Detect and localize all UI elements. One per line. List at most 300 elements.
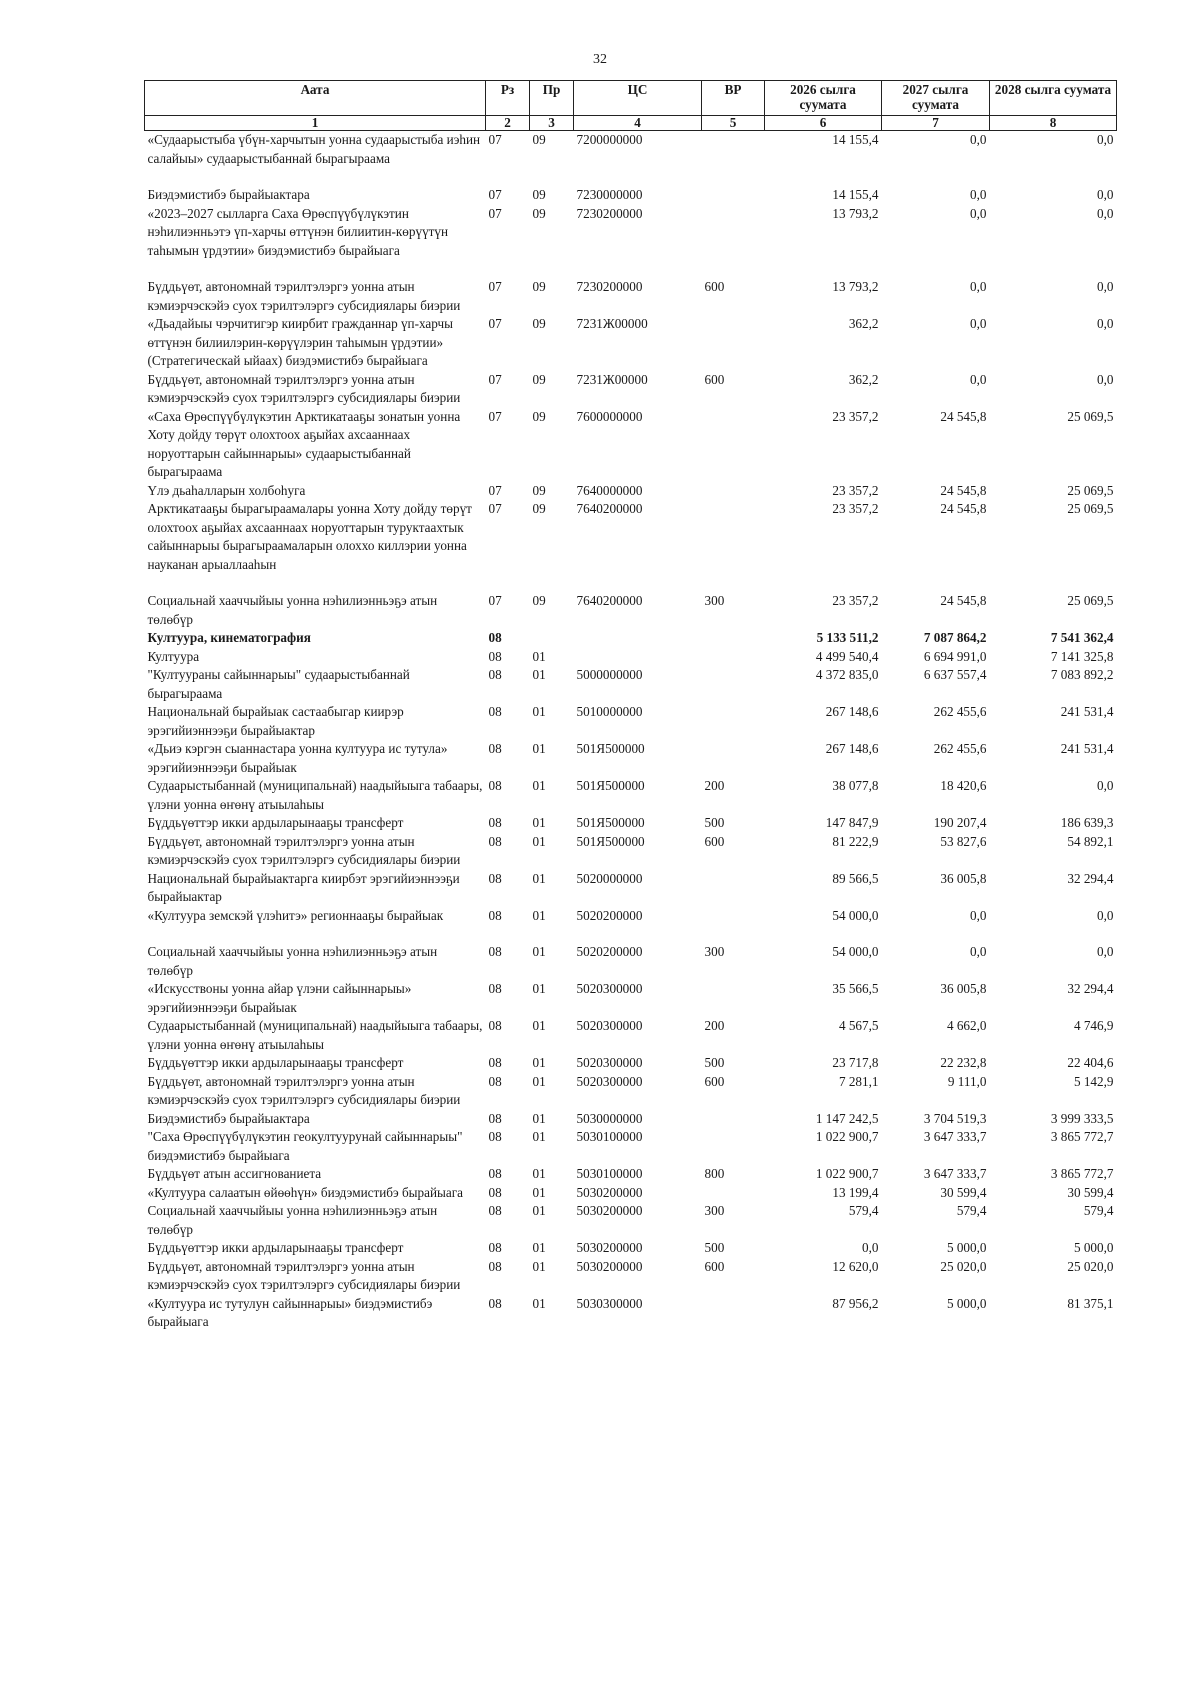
row-cs: 5010000000: [576, 704, 643, 719]
row-pr: 01: [532, 1166, 546, 1181]
row-vr: 600: [704, 833, 725, 849]
row-pr: 01: [532, 944, 546, 959]
row-rz: 08: [488, 1240, 502, 1255]
row-2026-amount: 1 147 242,5: [815, 1110, 879, 1126]
table-row: [145, 1073, 1117, 1110]
row-vr: 800: [704, 1166, 725, 1181]
table-row: [145, 1295, 1117, 1332]
table-row: [145, 740, 1117, 777]
header-aata: Аата: [145, 81, 486, 116]
row-cs: 7230200000: [576, 279, 643, 294]
row-2027-amount: 36 005,8: [940, 870, 987, 886]
row-name: «Култуура салаатын өйөөһүн» биэдэмистибэ бырайыага: [147, 1184, 464, 1200]
col-number: 5: [702, 116, 765, 131]
row-rz: 08: [488, 870, 502, 886]
row-2028-amount: 0,0: [1097, 132, 1114, 147]
header-row: [145, 81, 1117, 116]
row-cs: 5020200000: [576, 907, 643, 923]
row-2027-amount: 24 545,8: [940, 482, 987, 498]
row-name: Култуура: [147, 648, 200, 664]
row-vr: [702, 205, 765, 279]
row-2027-amount: 0,0: [970, 187, 987, 202]
row-2028-amount: 30 599,4: [1067, 1184, 1114, 1200]
row-cs: 7640200000: [576, 593, 643, 608]
row-2026-amount: 54 000,0: [832, 944, 879, 959]
row-name: «Искусствоны уонна айар үлэни сайыннарыы» эрэгийиэннээҕи бырайыак: [147, 981, 412, 1015]
row-pr: 01: [532, 1073, 546, 1089]
row-2028-amount: 5 142,9: [1073, 1073, 1114, 1089]
row-pr: 09: [532, 279, 546, 294]
row-rz: 08: [488, 1129, 502, 1144]
row-cs: 5020000000: [576, 870, 643, 886]
row-2026-amount: 23 357,2: [832, 482, 879, 498]
row-cs: 5030200000: [576, 1258, 643, 1274]
row-name: «Дьадайыы чэрчитигэр киирбит гражданнар үп-харчы өттүнэн билиилэрин-көрүүлэрин таһымын үрдэтии» (Стратегическай ыйаах) биэдэмистибэ бырайыага: [147, 316, 454, 368]
table-row: [145, 1054, 1117, 1073]
row-2028-amount: 25 069,5: [1067, 482, 1114, 498]
table-row: [145, 980, 1117, 1017]
row-2028-amount: 32 294,4: [1067, 870, 1114, 886]
row-name: Бүддьүөт, автономнай тэрилтэлэргэ уонна атын кэмиэрчэскэйэ суох тэрилтэлэргэ субсидиялары биэрии: [147, 833, 461, 867]
col-number: 4: [574, 116, 702, 131]
row-vr: 200: [704, 1018, 725, 1033]
row-2026-amount: 23 357,2: [832, 408, 879, 424]
row-vr: [702, 186, 765, 205]
row-2027-amount: 0,0: [970, 205, 987, 221]
row-2027-amount: 0,0: [970, 371, 987, 387]
row-pr: 01: [532, 1203, 546, 1218]
row-2028-amount: 32 294,4: [1067, 981, 1114, 996]
row-cs: [574, 629, 702, 648]
row-2026-amount: 147 847,9: [825, 815, 879, 830]
table-row: [145, 278, 1117, 315]
row-rz: 07: [488, 593, 502, 608]
row-rz: 07: [488, 205, 502, 221]
row-cs: 501Я500000: [576, 833, 645, 849]
row-2027-amount: 25 020,0: [940, 1258, 987, 1274]
row-2026-amount: 579,4: [848, 1203, 879, 1218]
row-rz: 08: [488, 648, 502, 664]
row-2028-amount: 0,0: [1097, 279, 1114, 294]
row-vr: 300: [704, 593, 725, 608]
row-name: Бүддьүөт, автономнай тэрилтэлэргэ уонна атын кэмиэрчэскэйэ суох тэрилтэлэргэ субсидиялары биэрии: [147, 1073, 461, 1107]
table-row: [145, 629, 1117, 648]
row-vr: 500: [704, 1240, 725, 1255]
row-cs: 5030200000: [576, 1184, 643, 1200]
row-2026-amount: 267 148,6: [825, 741, 879, 756]
row-cs: 501Я500000: [576, 741, 645, 756]
table-row: [145, 1128, 1117, 1165]
row-rz: 08: [488, 741, 502, 756]
table-row: [145, 648, 1117, 667]
row-cs: 5030000000: [576, 1110, 643, 1126]
row-2027-amount: 190 207,4: [933, 815, 987, 830]
row-cs: 7640000000: [576, 482, 643, 498]
row-2027-amount: 36 005,8: [940, 981, 987, 996]
row-name: Бүддьүөт, автономнай тэрилтэлэргэ уонна атын кэмиэрчэскэйэ суох тэрилтэлэргэ субсидиялары биэрии: [147, 371, 461, 405]
row-cs: 501Я500000: [576, 778, 645, 793]
row-rz: 08: [488, 1055, 502, 1070]
col-number: 3: [530, 116, 574, 131]
row-pr: 09: [532, 371, 546, 387]
table-row: [145, 131, 1117, 187]
row-rz: 08: [488, 1258, 502, 1274]
row-2028-amount: 7 083 892,2: [1050, 667, 1114, 682]
row-2028-amount: 241 531,4: [1060, 704, 1114, 719]
row-2026-amount: 38 077,8: [832, 778, 879, 793]
row-2028-amount: 5 000,0: [1073, 1240, 1114, 1255]
row-name: Судаарыстыбаннай (муниципальнай) наадыйыыга табаары, үлэни уонна өҥөнү атыылаһыы: [147, 778, 483, 812]
row-2028-amount: 54 892,1: [1067, 833, 1114, 849]
row-2026-amount: 54 000,0: [832, 907, 879, 923]
row-name: Биэдэмистибэ бырайыактара: [147, 187, 310, 202]
row-2026-amount: 13 793,2: [832, 205, 879, 221]
row-cs: 501Я500000: [576, 815, 645, 830]
row-name: Бүддьүөт атын ассигнованиета: [147, 1166, 322, 1181]
row-vr: 300: [704, 1203, 725, 1218]
col-number: 1: [145, 116, 486, 131]
row-2028-amount: 579,4: [1083, 1203, 1114, 1218]
row-vr: [702, 629, 765, 648]
row-2026-amount: 362,2: [848, 316, 879, 331]
header-2026: 2026 сылга суумата: [765, 81, 882, 116]
row-2027-amount: 0,0: [970, 316, 987, 331]
row-rz: 07: [488, 371, 502, 387]
row-vr: [702, 870, 765, 907]
row-name: Судаарыстыбаннай (муниципальнай) наадыйыыга табаары, үлэни уонна өҥөнү атыылаһыы: [147, 1018, 483, 1052]
row-cs: 7230000000: [576, 187, 643, 202]
row-name: «2023–2027 сылларга Саха Өрөспүүбүлүкэтин нэһилиэнньэтэ үп-харчы өттүнэн билиитин-көрүүтүн таһымын үрдэтии» биэдэмистибэ бырайыага: [147, 205, 449, 258]
row-2027-amount: 0,0: [970, 907, 987, 923]
row-2026-amount: 267 148,6: [825, 704, 879, 719]
row-cs: 5030200000: [576, 1240, 643, 1255]
row-2027-amount: 5 000,0: [946, 1240, 987, 1255]
table-row: [145, 408, 1117, 482]
row-name: Бүддьүөттэр икки ардыларынааҕы трансферт: [147, 1055, 404, 1070]
row-vr: [702, 408, 765, 482]
row-pr: 01: [532, 741, 546, 756]
row-pr: 01: [532, 1018, 546, 1033]
row-name: «Судаарыстыба үбүн-харчытын уонна судаарыстыба иэһин салайыы» судаарыстыбаннай бырагыраама: [147, 132, 481, 166]
row-2027-amount: 24 545,8: [940, 408, 987, 424]
row-name: "Култуураны сайыннарыы" судаарыстыбаннай бырагыраама: [147, 667, 410, 701]
row-rz: 08: [488, 815, 502, 830]
row-vr: [702, 648, 765, 667]
row-rz: 08: [488, 1166, 502, 1181]
row-2026-amount: 87 956,2: [832, 1295, 879, 1311]
row-2028-amount: 25 069,5: [1067, 408, 1114, 424]
row-2027-amount: 4 662,0: [946, 1018, 987, 1033]
row-2028-amount: 25 020,0: [1067, 1258, 1114, 1274]
row-rz: 07: [488, 408, 502, 424]
table-row: [145, 833, 1117, 870]
row-rz: 08: [488, 833, 502, 849]
row-vr: [702, 131, 765, 187]
row-rz: 08: [488, 907, 502, 923]
row-cs: 7230200000: [576, 205, 643, 221]
row-2026-amount: 23 717,8: [832, 1055, 879, 1070]
row-2026-amount: 23 357,2: [832, 501, 879, 516]
table-row: [145, 592, 1117, 629]
row-name: "Саха Өрөспүүбүлүкэтин геокултуурунай сайыннарыы" биэдэмистибэ бырайыага: [147, 1129, 463, 1163]
table-row: [145, 666, 1117, 703]
table-body: [145, 131, 1117, 1332]
row-vr: 600: [704, 1258, 725, 1274]
row-rz: 08: [488, 630, 502, 645]
row-pr: 09: [532, 482, 546, 498]
row-2027-amount: 6 694 991,0: [923, 648, 987, 664]
row-2027-amount: 262 455,6: [933, 704, 987, 719]
table-row: [145, 1239, 1117, 1258]
row-vr: 600: [704, 1073, 725, 1089]
table-row: [145, 1017, 1117, 1054]
row-2026-amount: 23 357,2: [832, 593, 879, 608]
row-name: Социальнай хааччыйыы уонна нэһилиэнньэҕэ атын төлөбүр: [147, 944, 438, 978]
row-2026-amount: 7 281,1: [838, 1073, 879, 1089]
row-rz: 07: [488, 482, 502, 498]
row-cs: 5020300000: [576, 1055, 643, 1070]
row-pr: 01: [532, 1240, 546, 1255]
row-pr: [530, 629, 574, 648]
row-name: Арктикатааҕы бырагыраамалары уонна Хоту дойду төрүт олохтоох аҕыйах ахсааннаах норуоттарын туруктаахтык сайыннарыы бырагыраамаларын олоххо киллэрии уонна науканан арыаллааһын: [147, 501, 472, 572]
row-2028-amount: 0,0: [1097, 907, 1114, 923]
row-name: «Дьиэ кэргэн сыаннастара уонна култуура ис тутула» эрэгийиэннээҕи бырайыак: [147, 741, 448, 775]
table-row: [145, 870, 1117, 907]
row-vr: [702, 1184, 765, 1203]
column-number-row: [145, 116, 1117, 131]
row-2026-amount: 14 155,4: [832, 132, 879, 147]
row-name: Национальнай бырайыактарга киирбэт эрэгийиэннээҕи бырайыактар: [147, 870, 460, 904]
row-name: «Култуура ис тутулун сайыннарыы» биэдэмистибэ бырайыага: [147, 1295, 433, 1329]
row-rz: 08: [488, 1295, 502, 1311]
row-2027-amount: 18 420,6: [940, 778, 987, 793]
row-2028-amount: 0,0: [1097, 944, 1114, 959]
row-pr: 01: [532, 1295, 546, 1311]
row-pr: 09: [532, 408, 546, 424]
row-2027-amount: 0,0: [970, 944, 987, 959]
row-2028-amount: 25 069,5: [1067, 593, 1114, 608]
row-pr: 01: [532, 704, 546, 719]
table-row: [145, 1184, 1117, 1203]
row-name: Бүддьүөттэр икки ардыларынааҕы трансферт: [147, 815, 404, 830]
row-pr: 09: [532, 501, 546, 516]
row-2027-amount: 30 599,4: [940, 1184, 987, 1200]
row-2028-amount: 7 541 362,4: [1050, 630, 1114, 645]
row-2027-amount: 0,0: [970, 132, 987, 147]
row-cs: 5030100000: [576, 1166, 643, 1181]
row-2026-amount: 13 793,2: [832, 279, 879, 294]
row-rz: 08: [488, 944, 502, 959]
row-2028-amount: 3 999 333,5: [1050, 1110, 1114, 1126]
row-pr: 01: [532, 1110, 546, 1126]
row-2026-amount: 14 155,4: [832, 187, 879, 202]
row-pr: 01: [532, 778, 546, 793]
row-2027-amount: 5 000,0: [946, 1295, 987, 1311]
row-cs: [574, 648, 702, 667]
row-vr: [702, 740, 765, 777]
row-2027-amount: 0,0: [970, 279, 987, 294]
table-row: [145, 371, 1117, 408]
row-name: Үлэ дьаһалларын холбоһуга: [147, 482, 306, 498]
row-pr: 01: [532, 870, 546, 886]
row-2027-amount: 262 455,6: [933, 741, 987, 756]
row-2026-amount: 0,0: [862, 1240, 879, 1255]
row-rz: 08: [488, 981, 502, 996]
row-2028-amount: 3 865 772,7: [1050, 1166, 1114, 1181]
row-2028-amount: 186 639,3: [1060, 815, 1114, 830]
row-pr: 01: [532, 815, 546, 830]
header-2028: 2028 сылга суумата: [990, 81, 1117, 116]
row-cs: 7231Ж00000: [576, 371, 648, 387]
row-rz: 07: [488, 316, 502, 331]
row-vr: [702, 703, 765, 740]
header-rz: Рз: [486, 81, 530, 116]
row-2028-amount: 0,0: [1097, 778, 1114, 793]
row-2028-amount: 0,0: [1097, 371, 1114, 387]
row-pr: 09: [532, 593, 546, 608]
row-2027-amount: 22 232,8: [940, 1055, 987, 1070]
row-2026-amount: 89 566,5: [832, 870, 879, 886]
row-2027-amount: 53 827,6: [940, 833, 987, 849]
table-row: [145, 500, 1117, 592]
table-row: [145, 315, 1117, 371]
row-2028-amount: 25 069,5: [1067, 501, 1114, 516]
row-pr: 09: [532, 132, 546, 147]
row-pr: 01: [532, 648, 546, 664]
row-cs: 7600000000: [576, 408, 643, 424]
row-2028-amount: 7 141 325,8: [1050, 648, 1114, 664]
row-cs: 5030200000: [576, 1203, 643, 1218]
row-cs: 7231Ж00000: [576, 316, 648, 331]
table-row: [145, 943, 1117, 980]
budget-table: [144, 80, 1117, 1332]
header-cs: ЦС: [574, 81, 702, 116]
row-2026-amount: 13 199,4: [832, 1184, 879, 1200]
row-2027-amount: 24 545,8: [940, 593, 987, 608]
row-name: Бүддьүөт, автономнай тэрилтэлэргэ уонна атын кэмиэрчэскэйэ суох тэрилтэлэргэ субсидиялары биэрии: [147, 1258, 461, 1292]
row-2028-amount: 22 404,6: [1067, 1055, 1114, 1070]
row-pr: 09: [532, 187, 546, 202]
row-name: «Култуура земскэй үлэһитэ» регионнааҕы бырайыак: [147, 907, 444, 923]
row-pr: 01: [532, 1184, 546, 1200]
row-2026-amount: 12 620,0: [832, 1258, 879, 1274]
row-2028-amount: 81 375,1: [1067, 1295, 1114, 1311]
row-pr: 01: [532, 833, 546, 849]
row-vr: [702, 1128, 765, 1165]
table-row: [145, 703, 1117, 740]
table-row: [145, 777, 1117, 814]
row-vr: 600: [704, 279, 725, 294]
row-pr: 01: [532, 907, 546, 923]
table-row: [145, 814, 1117, 833]
row-pr: 01: [532, 1055, 546, 1070]
row-vr: [702, 500, 765, 592]
row-vr: [702, 1110, 765, 1129]
row-vr: 300: [704, 944, 725, 959]
row-rz: 07: [488, 187, 502, 202]
row-cs: 5020300000: [576, 1018, 643, 1033]
table-row: [145, 907, 1117, 944]
row-rz: 07: [488, 279, 502, 294]
row-rz: 08: [488, 1073, 502, 1089]
header-pr: Пр: [530, 81, 574, 116]
col-number: 6: [765, 116, 882, 131]
row-vr: 600: [704, 371, 725, 387]
row-2027-amount: 3 704 519,3: [923, 1110, 987, 1126]
row-2027-amount: 3 647 333,7: [923, 1129, 987, 1144]
row-pr: 01: [532, 981, 546, 996]
row-rz: 07: [488, 132, 502, 147]
row-cs: 7200000000: [576, 132, 643, 147]
row-cs: 7640200000: [576, 501, 643, 516]
row-rz: 08: [488, 1203, 502, 1218]
table-row: [145, 205, 1117, 279]
row-pr: 09: [532, 205, 546, 221]
row-2028-amount: 0,0: [1097, 316, 1114, 331]
row-2026-amount: 4 567,5: [838, 1018, 879, 1033]
row-cs: 5000000000: [576, 667, 643, 682]
table-row: [145, 1165, 1117, 1184]
row-rz: 08: [488, 778, 502, 793]
row-2026-amount: 35 566,5: [832, 981, 879, 996]
row-2026-amount: 81 222,9: [832, 833, 879, 849]
row-2028-amount: 0,0: [1097, 187, 1114, 202]
row-vr: [702, 666, 765, 703]
row-cs: 5020300000: [576, 981, 643, 996]
header-2027: 2027 сылга суумата: [882, 81, 990, 116]
row-name: Социальнай хааччыйыы уонна нэһилиэнньэҕэ атын төлөбүр: [147, 1203, 438, 1237]
row-cs: 5030300000: [576, 1295, 643, 1311]
row-2028-amount: 241 531,4: [1060, 741, 1114, 756]
row-2028-amount: 3 865 772,7: [1050, 1129, 1114, 1144]
row-rz: 08: [488, 1018, 502, 1033]
table-row: [145, 1202, 1117, 1239]
row-2027-amount: 3 647 333,7: [923, 1166, 987, 1181]
row-rz: 08: [488, 1184, 502, 1200]
row-2026-amount: 1 022 900,7: [815, 1166, 879, 1181]
col-number: 2: [486, 116, 530, 131]
row-pr: 01: [532, 1258, 546, 1274]
row-vr: [702, 907, 765, 944]
row-vr: [702, 1295, 765, 1332]
row-rz: 08: [488, 1110, 502, 1126]
row-rz: 08: [488, 704, 502, 719]
row-vr: [702, 482, 765, 501]
row-name: «Саха Өрөспүүбүлүкэтин Арктикатааҕы зонатын уонна Хоту дойду төрүт олохтоох аҕыйах ахсааннаах норуоттарын сайыннарыы» судаарыстыбаннай бырагыраама: [147, 408, 461, 479]
page-number: 32: [593, 52, 607, 67]
row-name: Социальнай хааччыйыы уонна нэһилиэнньэҕэ атын төлөбүр: [147, 593, 438, 627]
row-2028-amount: 0,0: [1097, 205, 1114, 221]
row-2026-amount: 362,2: [848, 371, 879, 387]
row-2028-amount: 4 746,9: [1073, 1018, 1114, 1033]
table-row: [145, 1110, 1117, 1129]
col-number: 7: [882, 116, 990, 131]
row-2026-amount: 4 499 540,4: [815, 648, 879, 664]
row-2027-amount: 7 087 864,2: [923, 630, 987, 645]
row-name: Култуура, кинематография: [147, 630, 311, 645]
row-2027-amount: 9 111,0: [947, 1073, 987, 1089]
table-row: [145, 1258, 1117, 1295]
row-vr: [702, 315, 765, 371]
row-rz: 07: [488, 501, 502, 516]
row-2026-amount: 1 022 900,7: [815, 1129, 879, 1144]
row-vr: [702, 980, 765, 1017]
row-2026-amount: 5 133 511,2: [816, 630, 879, 645]
row-2026-amount: 4 372 835,0: [815, 667, 879, 682]
row-2027-amount: 579,4: [956, 1203, 987, 1218]
col-number: 8: [990, 116, 1117, 131]
row-2027-amount: 6 637 557,4: [923, 667, 987, 682]
